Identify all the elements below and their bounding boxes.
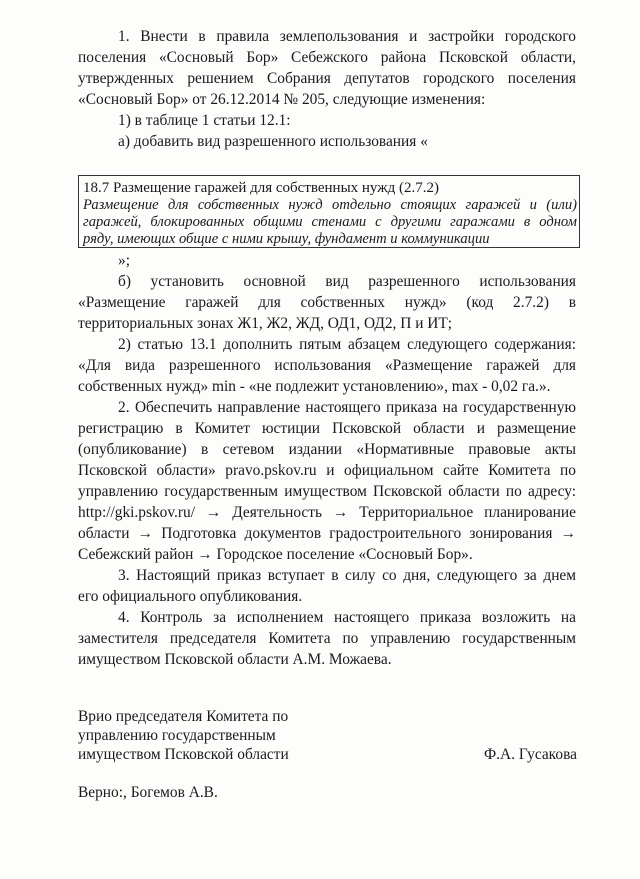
signatory-name: Ф.А. Гусакова bbox=[484, 746, 577, 763]
item-2-line-1: 2) статью 13.1 дополнить пятым абзацем следующего содержания: bbox=[118, 336, 576, 353]
paragraph-2-line-6: http://gki.pskov.ru/ → Деятельность → Территориальное планирование bbox=[78, 504, 576, 521]
paragraph-2-line-7: области → Подготовка документов градостроительного зонирования → bbox=[78, 525, 576, 542]
paragraph-4-line-1: 4. Контроль за исполнением настоящего приказа возложить на bbox=[118, 609, 576, 626]
usage-type-desc-line-3: ряду, имеющих общие с ними крышу, фундамент и коммуникации bbox=[83, 231, 490, 247]
item-b-line-3: территориальных зонах Ж1, Ж2, ЖД, ОД1, ОД2, П и ИТ; bbox=[78, 315, 453, 332]
item-2-line-2: «Для вида разрешенного использования «Размещение гаражей для bbox=[78, 357, 576, 374]
paragraph-3-line-1: 3. Настоящий приказ вступает в силу со дня, следующего за днем bbox=[118, 567, 576, 584]
paragraph-2-line-2: регистрацию в Комитет юстиции Псковской области и размещение bbox=[78, 420, 576, 437]
paragraph-4-line-2: заместителя председателя Комитета по управлению государственным bbox=[78, 630, 576, 647]
signatory-position-line-2: управлению государственным bbox=[78, 727, 276, 744]
usage-type-box bbox=[78, 175, 580, 248]
paragraph-2-line-4: Псковской области» pravo.pskov.ru и официальном сайте Комитета по bbox=[78, 462, 576, 479]
item-a-line: а) добавить вид разрешенного использования « bbox=[118, 133, 428, 150]
item-b-line-2: «Размещение гаражей для собственных нужд» (код 2.7.2) в bbox=[78, 294, 576, 311]
paragraph-2-line-3: (опубликование) в сетевом издании «Нормативные правовые акты bbox=[78, 441, 576, 458]
signatory-position-line-1: Врио председателя Комитета по bbox=[78, 708, 289, 725]
box-closing-quote: »; bbox=[118, 252, 130, 269]
item-2-line-3: собственных нужд» min - «не подлежит установлению», max - 0,02 га.». bbox=[78, 378, 551, 395]
paragraph-2-line-1: 2. Обеспечить направление настоящего приказа на государственную bbox=[118, 399, 576, 416]
item-1-heading: 1) в таблице 1 статьи 12.1: bbox=[118, 112, 291, 129]
usage-type-desc-line-2: гаражей, блокированных общими стенами с другими гаражами в одном bbox=[83, 214, 577, 230]
verified-by: Верно:, Богемов А.В. bbox=[78, 784, 218, 801]
paragraph-4-line-3: имуществом Псковской области А.М. Можаева. bbox=[78, 651, 392, 668]
paragraph-1-line-2: поселения «Сосновый Бор» Себежского района Псковской области, bbox=[78, 49, 576, 66]
paragraph-1-line-1: 1. Внести в правила землепользования и застройки городского bbox=[118, 28, 576, 45]
paragraph-2-line-8: Себежский район → Городское поселение «Сосновый Бор». bbox=[78, 546, 473, 563]
paragraph-2-line-5: управлению государственным имуществом Псковской области по адресу: bbox=[78, 483, 576, 500]
paragraph-1-line-4: «Сосновый Бор» от 26.12.2014 № 205, следующие изменения: bbox=[78, 91, 486, 108]
item-b-line-1: б) установить основной вид разрешенного использования bbox=[118, 273, 576, 290]
paragraph-1-line-3: утвержденных решением Собрания депутатов городского поселения bbox=[78, 70, 576, 87]
usage-type-title: 18.7 Размещение гаражей для собственных нужд (2.7.2) bbox=[83, 180, 439, 196]
usage-type-desc-line-1: Размещение для собственных нужд отдельно стоящих гаражей и (или) bbox=[83, 197, 577, 213]
signatory-position-line-3: имуществом Псковской области bbox=[78, 746, 289, 763]
paragraph-3-line-2: его официального опубликования. bbox=[78, 588, 303, 605]
